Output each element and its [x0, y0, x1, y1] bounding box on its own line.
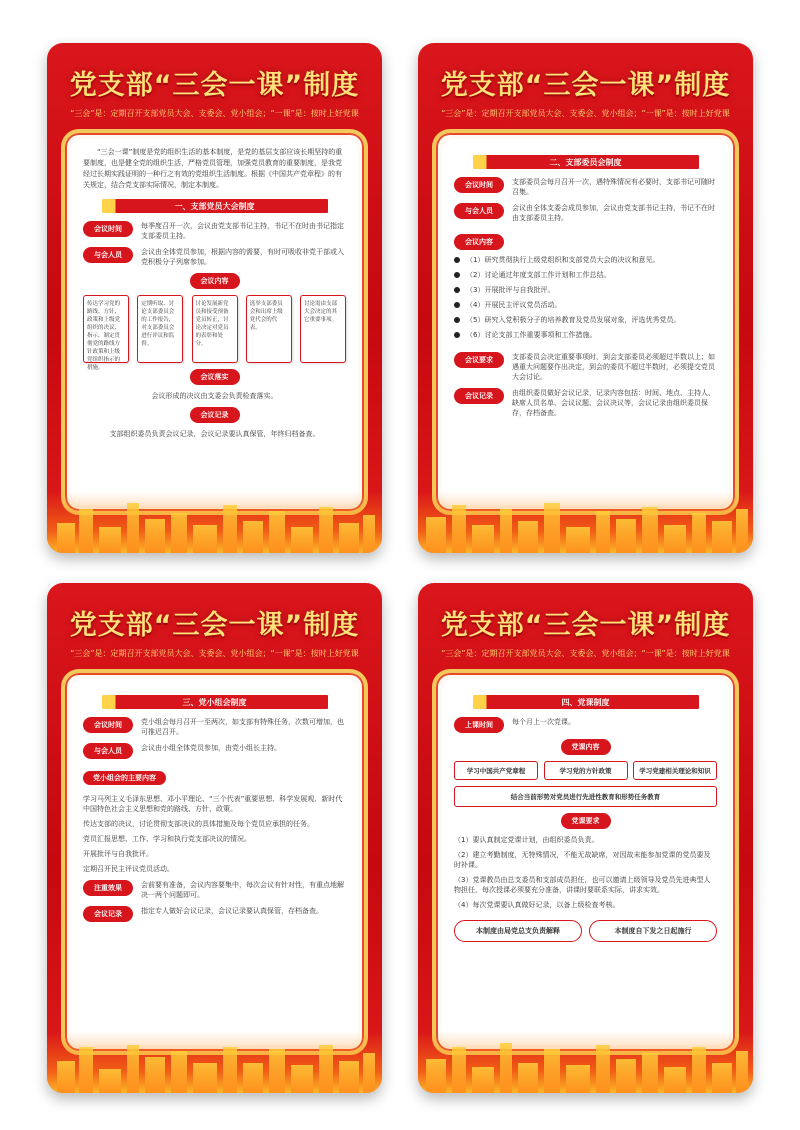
label-pill: 与会人员: [454, 203, 504, 219]
requirement-label: 党课要求: [561, 813, 611, 829]
row-text: 会议由小组全体党员参加，由党小组长主持。: [141, 744, 281, 752]
content-label: 会议内容: [190, 273, 240, 289]
content-panel: [432, 129, 739, 515]
record-text: 支部组织委员负责会议记录，会议记录要认真保管，年终归档备查。: [109, 430, 320, 438]
row-text: 会前要有准备，会议内容要集中，每次会议有针对性，有重点地解决一两个问题即可。: [141, 881, 344, 899]
label-pill: 会议记录: [83, 906, 133, 922]
row-text: 由组织委员做好会议记录，记录内容包括：时间、地点、主持人、缺席人员名单、会议议题、会议决议等，会议记录由组织委员保存，存档备查。: [512, 389, 715, 417]
info-row: [83, 880, 346, 900]
footer-notes: [454, 920, 717, 942]
row-text: 会议由全体党员参加，根据内容的需要，有时可吸收非党干部或入党积极分子列席参加。: [141, 248, 344, 266]
row-text: 指定专人做好会议记录，会议记录要认真保管，存档备查。: [141, 907, 323, 915]
row-text: 党小组会每月召开一至两次，如支部有特殊任务，次数可增加，也可推迟召开。: [141, 718, 344, 736]
info-row: [454, 203, 717, 223]
row-text: 支部委员会决定重要事项时，到会支部委员必须超过半数以上；如遇重大问题要作出决定，到会的委员不超过半数时，必须提交党员大会讨论。: [512, 353, 715, 381]
content-box: 讨论发展新党员和接受预备党员转正，讨论决定对党员的表彰和处分。: [192, 295, 238, 363]
content-label: 会议内容: [454, 234, 504, 250]
info-row: [454, 177, 717, 197]
poster-3: [47, 583, 382, 1093]
info-row: [83, 906, 346, 922]
content-box: 选举支部委员会和出席上级党代会的代表。: [246, 295, 292, 363]
city-skyline: [47, 1031, 382, 1093]
content-label: 党小组会的主要内容: [83, 771, 166, 785]
row-text: 每个月上一次党课。: [512, 718, 575, 726]
label-pill: 会议时间: [83, 717, 133, 733]
poster-title: 党支部“三会一课”制度: [69, 610, 360, 641]
content-box: 定期听取、讨论支部委员会的工作报告，对支部委员会进行评议和监督。: [137, 295, 183, 363]
content-text: 传达支部的决议，讨论贯彻支部决议的具体措施及每个党员应承担的任务。: [83, 820, 314, 828]
label-pill: 与会人员: [83, 247, 133, 263]
list-item: （5）研究入党积极分子的培养教育及党员发展对象，评选优秀党员。: [454, 315, 717, 325]
requirement-item: （2）建立考勤制度，无特殊情况，不能无故缺席，对因故未能参加党课的党员要及时补课。: [454, 851, 711, 869]
content-label: 党课内容: [561, 739, 611, 755]
poster-title: 党支部“三会一课”制度: [69, 70, 360, 101]
poster-subtitle: “三会”是：定期召开支部党员大会、支委会、党小组会；“一课”是：按时上好党课: [70, 649, 359, 658]
footer-note: 本制度自下发之日起施行: [589, 920, 717, 942]
row-text: 支部委员会每月召开一次，遇特殊情况有必要时，支部书记可随时召集。: [512, 178, 715, 196]
label-pill: 会议时间: [83, 221, 133, 237]
section-header: 三、党小组会制度: [102, 695, 328, 709]
list-item: （4）开展民主评议党员活动。: [454, 300, 717, 310]
label-pill: 注重效果: [83, 880, 133, 896]
content-text: 党员汇报思想、工作、学习和执行党支部决议的情况。: [83, 835, 251, 843]
city-skyline: [47, 491, 382, 553]
topic-box: 学习党建相关理论和知识: [633, 761, 717, 780]
info-row: [83, 743, 346, 759]
poster-subtitle: “三会”是：定期召开支部党员大会、支委会、党小组会；“一课”是：按时上好党课: [441, 109, 730, 118]
poster-title: 党支部“三会一课”制度: [440, 610, 731, 641]
city-skyline: [418, 1031, 753, 1093]
topic-wide: 结合当前形势对党员进行先进性教育和形势任务教育: [454, 786, 717, 807]
content-text: 定期召开民主评议党员活动。: [83, 865, 174, 873]
section-header: 二、支部委员会制度: [473, 155, 699, 169]
info-row: [454, 717, 717, 733]
content-text: 学习马列主义毛泽东思想、邓小平理论、“三个代表”重要思想、科学发展观、新时代中国特色社会主义思想和党的路线、方针、政策。: [83, 795, 343, 813]
content-panel: [61, 669, 368, 1055]
info-row: [83, 247, 346, 267]
content-box: 传达学习党的路线、方针、政策和上级党组织的决议、指示，制定贯彻党的路线方针政策和上级党组织指示的措施。: [83, 295, 129, 363]
label-pill: 与会人员: [83, 743, 133, 759]
footer-note: 本制度由局党总支负责解释: [454, 920, 582, 942]
requirement-item: （4）每次党课要认真做好记录，以备上级检查考核。: [454, 901, 620, 909]
topic-box: 学习党的方针政策: [544, 761, 628, 780]
label-pill: 会议要求: [454, 352, 504, 368]
poster-title: 党支部“三会一课”制度: [440, 70, 731, 101]
row-text: 会议由全体支委会成员参加，会议由党支部书记主持，书记不在时由支部委员主持。: [512, 204, 715, 222]
row-text: 每季度召开一次，会议由党支部书记主持，书记不在时由书记指定支部委员主持。: [141, 222, 344, 240]
content-panel: [432, 669, 739, 1055]
record-label: 会议记录: [190, 407, 240, 423]
requirement-item: （1）要认真制定党课计划，由组织委员负责。: [454, 836, 599, 844]
list-item: （2）讨论通过年度支部工作计划和工作总结。: [454, 270, 717, 280]
poster-4: [418, 583, 753, 1093]
label-pill: 会议时间: [454, 177, 504, 193]
section-header: 四、党课制度: [473, 695, 699, 709]
info-row: [83, 717, 346, 737]
topic-box: 学习中国共产党章程: [454, 761, 538, 780]
info-row: [454, 388, 717, 418]
topic-row: [454, 761, 717, 780]
content-text: 开展批评与自我批评。: [83, 850, 153, 858]
content-box: 讨论需由支部大会决定的其它重要事项。: [300, 295, 346, 363]
info-row: [83, 221, 346, 241]
implement-text: 会议形成的决议由支委会负责检查落实。: [151, 392, 278, 400]
poster-subtitle: “三会”是：定期召开支部党员大会、支委会、党小组会；“一课”是：按时上好党课: [70, 109, 359, 118]
label-pill: 会议记录: [454, 388, 504, 404]
intro-text: “三会一课”制度是党的组织生活的基本制度，是党的基层支部应该长期坚持的重要制度，也是健全党的组织生活，严格党员管理，加强党员教育的重要制度，是我党经过长期实践证明的一种行之有效的党组织生活制度。根据《中国共产党章程》的有关规定，结合党支部实际情况，制定本制度。: [83, 148, 343, 189]
poster-subtitle: “三会”是：定期召开支部党员大会、支委会、党小组会；“一课”是：按时上好党课: [441, 649, 730, 658]
poster-1: [47, 43, 382, 553]
list-item: （6）讨论支部工作重要事项和工作措施。: [454, 330, 717, 340]
list-item: （3）开展批评与自我批评。: [454, 285, 717, 295]
label-pill: 上课时间: [454, 717, 504, 733]
list-item: （1）研究贯彻执行上级党组织和支部党员大会的决议和意见。: [454, 255, 717, 265]
content-boxes: [83, 295, 346, 371]
implement-label: 会议落实: [190, 369, 240, 385]
content-panel: [61, 129, 368, 515]
requirement-item: （3）党课教员由总支委员和支部成员担任，也可以邀请上级领导及党员先进典型人物担任，每次授课必须要充分准备，讲课时要联系实际，讲求实效。: [454, 876, 711, 894]
info-row: [454, 352, 717, 382]
section-header: 一、支部党员大会制度: [102, 199, 328, 213]
city-skyline: [418, 491, 753, 553]
poster-2: [418, 43, 753, 553]
